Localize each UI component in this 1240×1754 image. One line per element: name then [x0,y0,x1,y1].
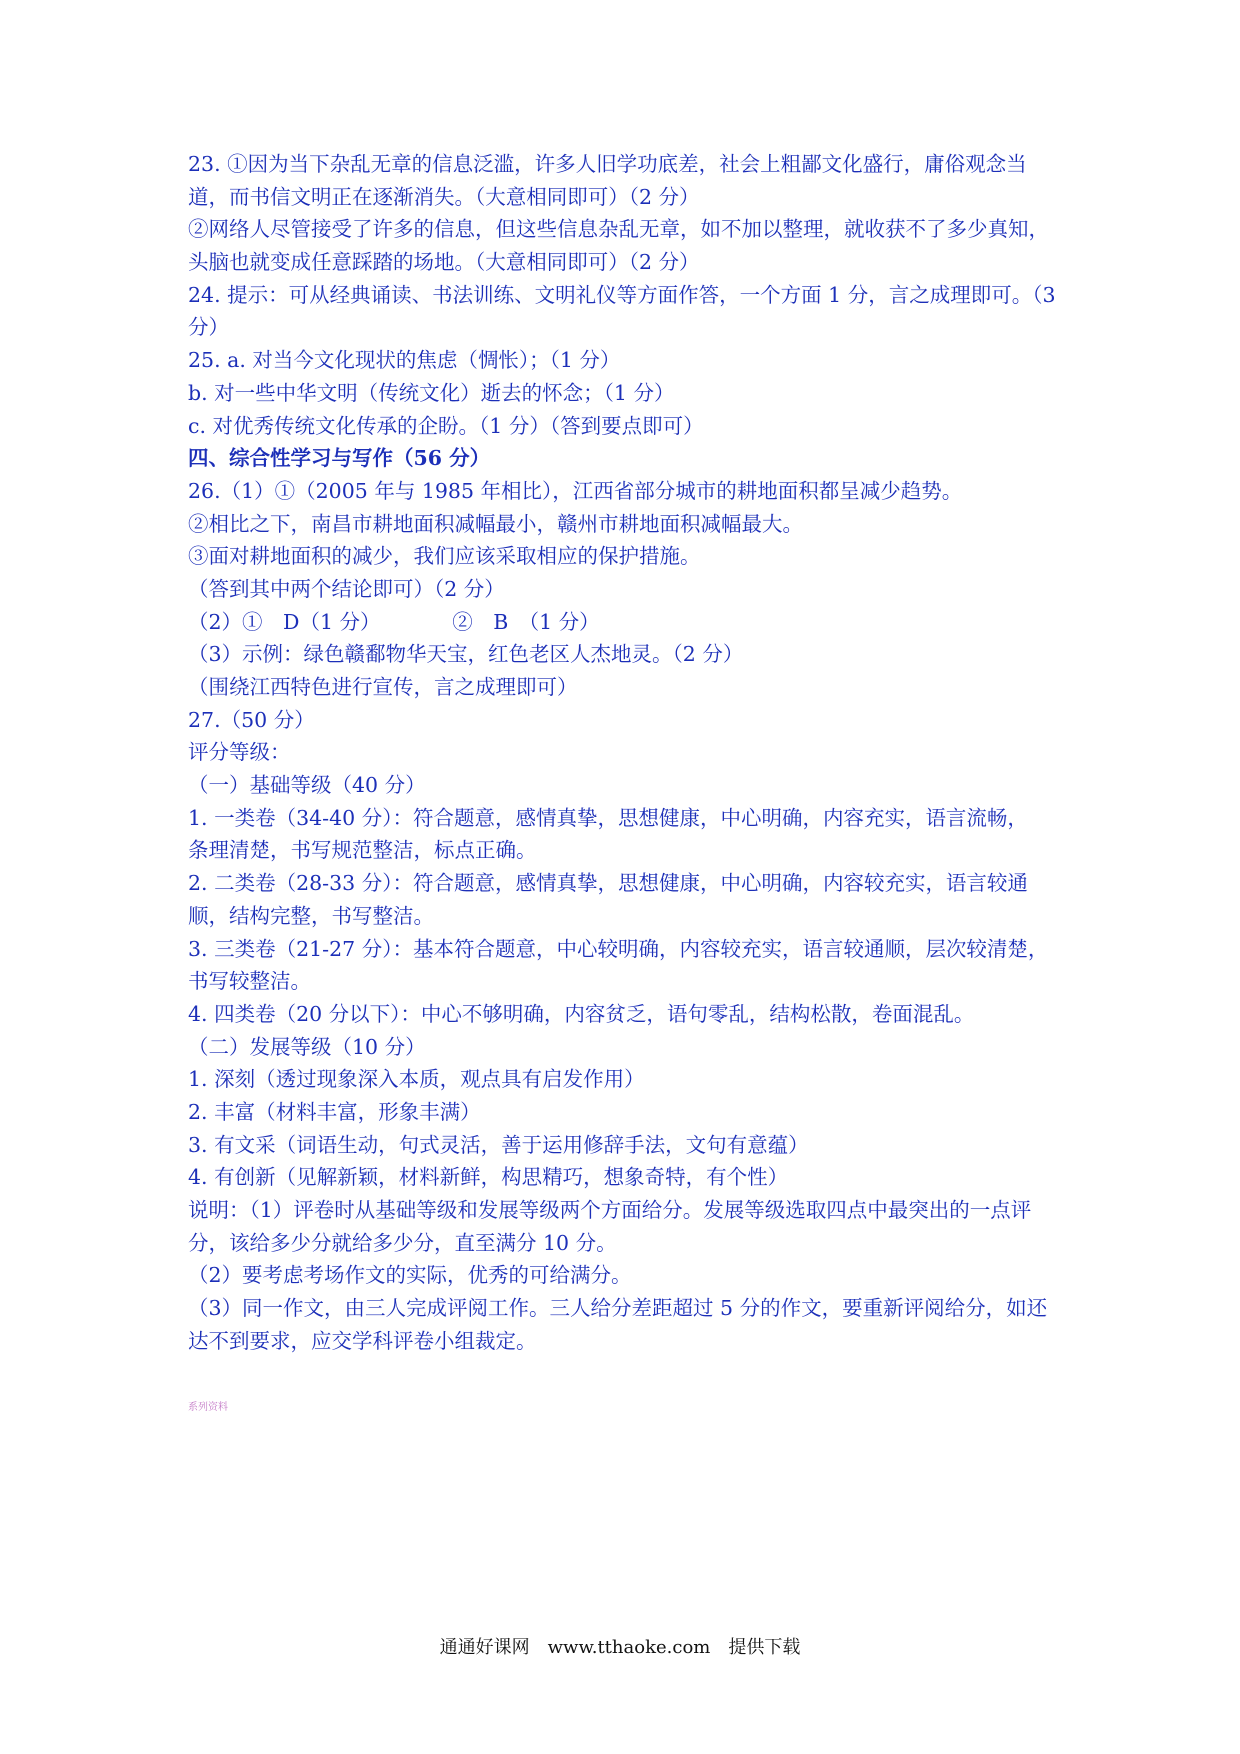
section-heading: 四、综合性学习与写作（56 分） [188,446,491,471]
text-line: 条理清楚，书写规范整洁，标点正确。 [188,838,537,863]
text-line: ②相比之下，南昌市耕地面积减幅最小，赣州市耕地面积减幅最大。 [188,511,803,536]
text-line: ②网络人尽管接受了许多的信息，但这些信息杂乱无章，如不加以整理，就收获不了多少真知， [188,217,1049,242]
text-line: 2. 丰富（材料丰富，形象丰满） [188,1099,481,1124]
text-line: （2）① D（1 分） ② B （1 分） [188,609,600,634]
text-line: 4. 四类卷（20 分以下）：中心不够明确，内容贫乏，语句零乱，结构松散，卷面混乱。 [188,1001,975,1026]
text-line: b. 对一些中华文明（传统文化）逝去的怀念；（1 分） [188,380,675,405]
text-line: 分，该给多少分就给多少分，直至满分 10 分。 [188,1230,617,1255]
text-line: 道，而书信文明正在逐渐消失。（大意相同即可）（2 分） [188,184,700,209]
text-line: ③面对耕地面积的减少，我们应该采取相应的保护措施。 [188,544,701,569]
text-line: 头脑也就变成任意踩踏的场地。（大意相同即可）（2 分） [188,250,700,275]
text-line: 书写较整洁。 [188,969,311,994]
text-line: 23. ①因为当下杂乱无章的信息泛滥，许多人旧学功底差，社会上粗鄙文化盛行，庸俗观念当 [188,152,1027,176]
text-line: （3）示例：绿色赣鄱物华天宝，红色老区人杰地灵。（2 分） [188,642,744,667]
text-line: 25. a. 对当今文化现状的焦虑（惆怅）；（1 分） [188,348,621,373]
text-line: （2）要考虑考场作文的实际，优秀的可给满分。 [188,1263,632,1288]
text-line: （一）基础等级（40 分） [188,773,426,798]
text-line: 3. 三类卷（21-27 分）：基本符合题意，中心较明确，内容较充实，语言较通顺，层次较清楚， [188,936,1049,961]
text-line: 顺，结构完整，书写整洁。 [188,903,434,928]
text-line: 分） [188,315,229,340]
text-line: （3）同一作文，由三人完成评阅工作。三人给分差距超过 5 分的作文，要重新评阅给分，如还 [188,1296,1048,1321]
text-line: 1. 一类卷（34-40 分）：符合题意，感情真挚，思想健康，中心明确，内容充实，语言流畅， [188,805,1028,830]
text-line: 27.（50 分） [188,707,315,732]
text-line: 2. 二类卷（28-33 分）：符合题意，感情真挚，思想健康，中心明确，内容较充实，语言较通 [188,871,1028,896]
page-footer: 通通好课网 www.tthaoke.com 提供下载 [439,1637,801,1658]
text-line: 26.（1）①（2005 年与 1985 年相比），江西省部分城市的耕地面积都呈减少趋势。 [188,478,963,503]
text-line: （答到其中两个结论即可）（2 分） [188,576,505,601]
text-line: （二）发展等级（10 分） [188,1034,426,1059]
answer-key-content [188,148,1098,1357]
text-line: 24. 提示：可从经典诵读、书法训练、文明礼仪等方面作答，一个方面 1 分，言之成理即可。（3 [188,282,1056,307]
text-line: 评分等级： [188,740,291,765]
text-line: 4. 有创新（见解新颖，材料新鲜，构思精巧，想象奇特，有个性） [188,1165,789,1190]
text-line: （围绕江西特色进行宣传，言之成理即可） [188,675,578,699]
watermark-text: 系列资料 [188,1402,228,1413]
text-line: 3. 有文采（词语生动，句式灵活，善于运用修辞手法，文句有意蕴） [188,1132,809,1157]
text-line: 1. 深刻（透过现象深入本质，观点具有启发作用） [188,1067,645,1092]
text-line: c. 对优秀传统文化传承的企盼。（1 分）（答到要点即可） [188,413,704,438]
text-line: 达不到要求，应交学科评卷小组裁定。 [188,1328,537,1353]
text-line: 说明：（1）评卷时从基础等级和发展等级两个方面给分。发展等级选取四点中最突出的一点评 [188,1198,1032,1222]
